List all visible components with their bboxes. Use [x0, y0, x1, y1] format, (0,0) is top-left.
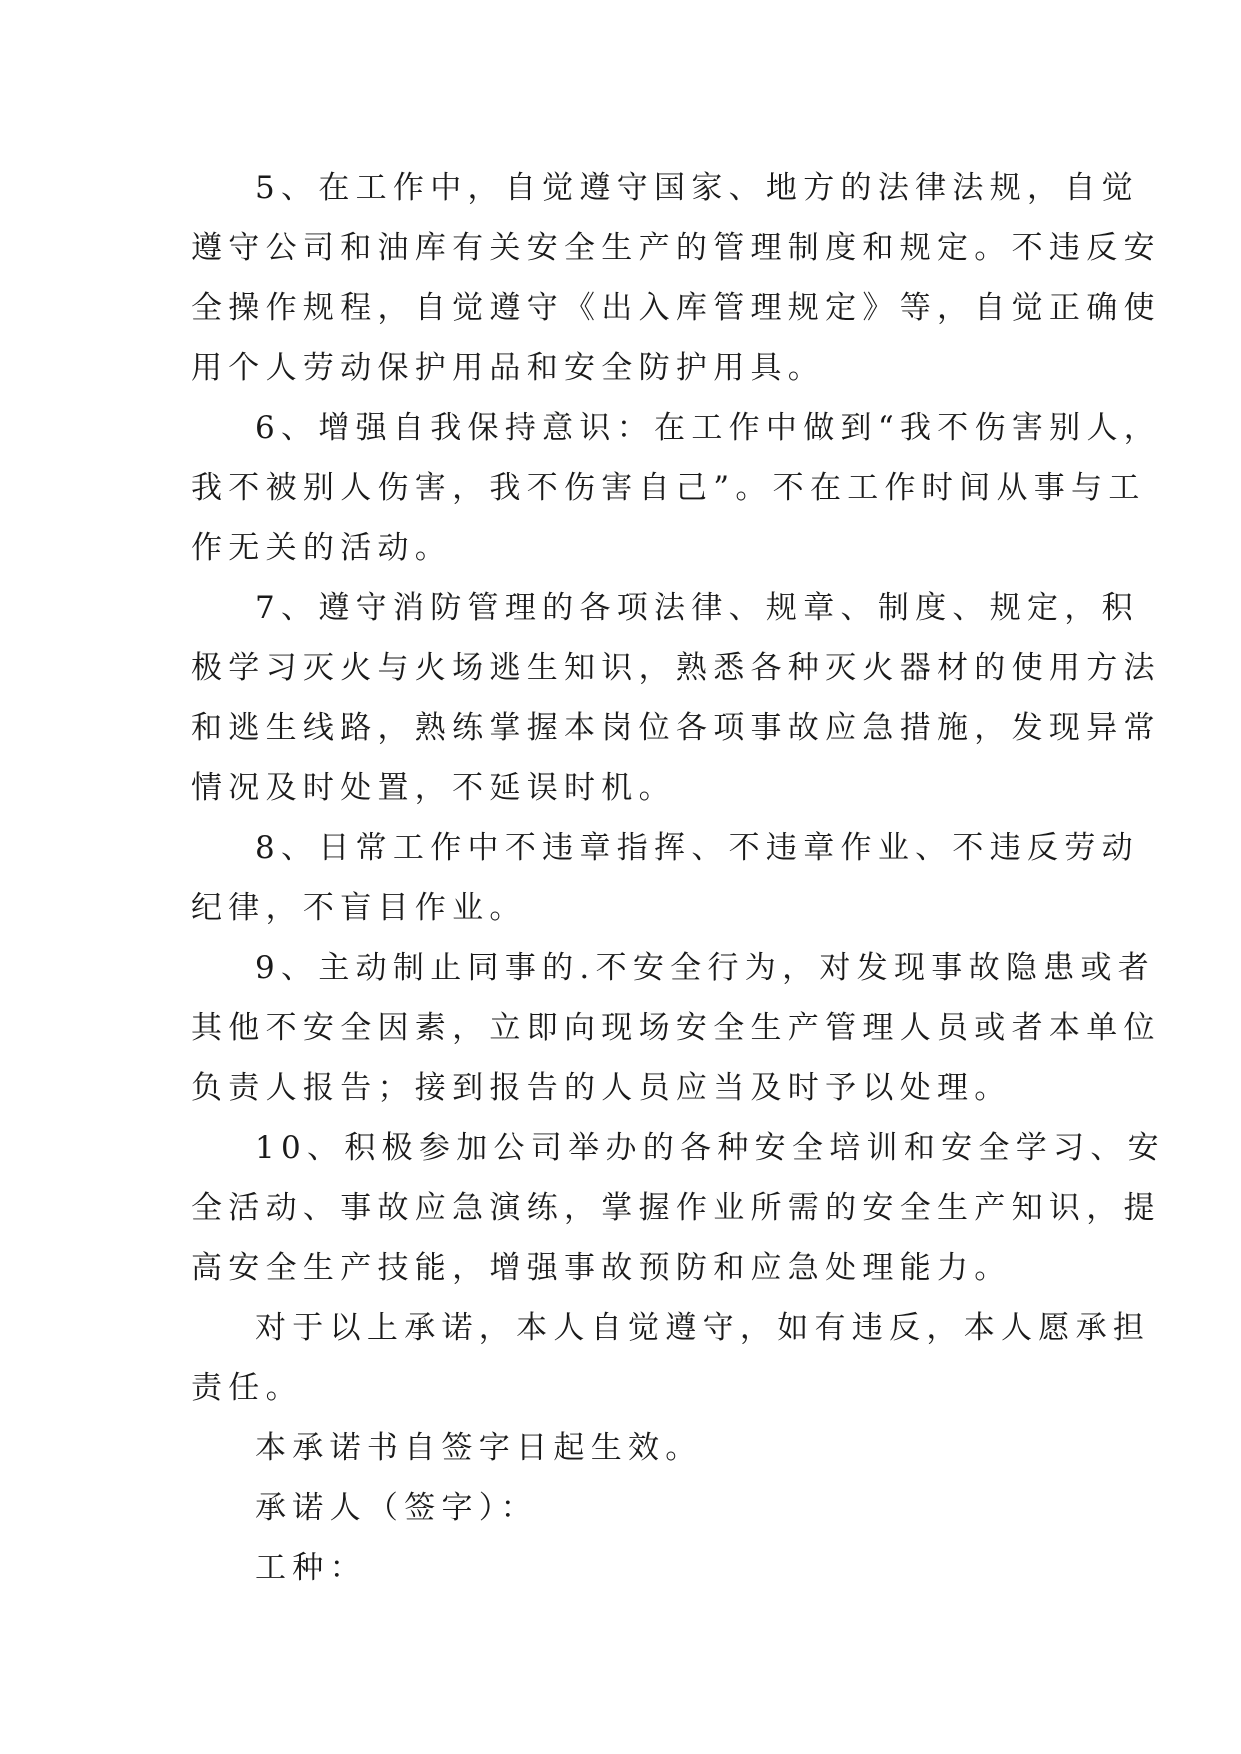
signature-field: [191, 1478, 1051, 1538]
text-line: 情况及时处置，不延误时机。: [191, 770, 676, 806]
text-line: 我不被别人伤害，我不伤害自己”。不在工作时间从事与工: [191, 470, 1146, 506]
text-line: 负责人报告；接到报告的人员应当及时予以处理。: [191, 1070, 1012, 1106]
signature-label: 承诺人（签字）：: [255, 1490, 538, 1526]
document-page: [191, 158, 1165, 1598]
text-line: 极学习灭火与火场逃生知识，熟悉各种灭火器材的使用方法: [191, 650, 1161, 686]
clause-9: [191, 938, 1161, 1118]
text-line: 全操作规程，自觉遵守《出入库管理规定》等，自觉正确使: [191, 290, 1161, 326]
text-line: 用个人劳动保护用品和安全防护用具。: [191, 350, 826, 386]
text-line: 其他不安全因素，立即向现场安全生产管理人员或者本单位: [191, 1010, 1161, 1046]
commitment-statement: [191, 1298, 1151, 1418]
job-type-field: [191, 1538, 1051, 1598]
text-line: 对于以上承诺，本人自觉遵守，如有违反，本人愿承担: [255, 1310, 1151, 1346]
text-line: 责任。: [191, 1370, 303, 1406]
text-line: 7、遵守消防管理的各项法律、规章、制度、规定，积: [255, 590, 1139, 626]
text-line: 纪律，不盲目作业。: [191, 890, 527, 926]
text-line: 作无关的活动。: [191, 530, 453, 566]
text-line: 高安全生产技能，增强事故预防和应急处理能力。: [191, 1250, 1012, 1286]
text-line: 本承诺书自签字日起生效。: [255, 1430, 703, 1466]
text-line: 5、在工作中，自觉遵守国家、地方的法律法规，自觉: [255, 170, 1139, 206]
clause-6: [191, 398, 1162, 578]
clause-10: [191, 1118, 1165, 1298]
text-line: 8、日常工作中不违章指挥、不违章作业、不违反劳动: [255, 830, 1139, 866]
text-line: 9、主动制止同事的.不安全行为，对发现事故隐患或者: [255, 950, 1156, 986]
job-type-label: 工种：: [255, 1550, 367, 1586]
text-line: 6、增强自我保持意识：在工作中做到“我不伤害别人，: [255, 410, 1162, 446]
clause-5: [191, 158, 1161, 398]
text-line: 全活动、事故应急演练，掌握作业所需的安全生产知识，提: [191, 1190, 1161, 1226]
text-line: 10、积极参加公司举办的各种安全培训和安全学习、安: [255, 1130, 1165, 1166]
text-line: 遵守公司和油库有关安全生产的管理制度和规定。不违反安: [191, 230, 1161, 266]
clause-8: [191, 818, 1139, 938]
clause-7: [191, 578, 1161, 818]
effective-statement: [191, 1418, 1051, 1478]
text-line: 和逃生线路，熟练掌握本岗位各项事故应急措施，发现异常: [191, 710, 1161, 746]
